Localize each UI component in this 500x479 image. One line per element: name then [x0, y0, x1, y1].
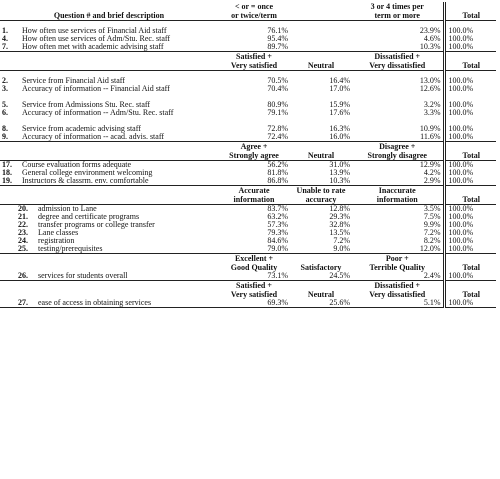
value-total: 100.0%: [448, 85, 474, 93]
value-accurate: 79.3%: [267, 229, 288, 237]
value-agree: 81.8%: [267, 169, 288, 177]
question-label: Service from Admissions Stu. Rec. staff: [22, 101, 151, 109]
col-header-disagree-2: Strongly disagree: [352, 151, 444, 161]
table-row: [0, 161, 496, 170]
table-row: [0, 237, 496, 245]
col-header-total: Total: [462, 263, 480, 272]
value-dissatisfied: 11.6%: [352, 133, 444, 142]
col-header-low-1: < or = once: [234, 2, 274, 11]
agreement-header-row-2: [0, 151, 496, 161]
value-disagree: 2.9%: [352, 177, 444, 186]
value-dissatisfied: 13.0%: [352, 77, 444, 85]
question-label: Service from Financial Aid staff: [22, 77, 125, 85]
col-header-unable-2: accuracy: [290, 195, 352, 205]
agreement-header-row: [0, 142, 496, 152]
value-poor: 2.4%: [352, 272, 444, 281]
value-dissatisfied: 5.1%: [352, 299, 444, 308]
question-number: 21.: [18, 213, 28, 221]
value-agree: 86.8%: [267, 177, 288, 185]
col-header-disagree-1: Disagree +: [352, 142, 444, 152]
col-header-accurate-2: information: [218, 195, 290, 205]
value-inaccurate: 7.2%: [352, 229, 444, 237]
question-label: Accuracy of information -- acad. advis. staff: [22, 133, 165, 141]
table-row: [0, 101, 496, 109]
question-number: 3.: [2, 85, 8, 93]
question-number: 9.: [2, 133, 8, 141]
table-row: [0, 221, 496, 229]
value-dissatisfied: 12.6%: [352, 85, 444, 93]
value-unable: 9.0%: [333, 245, 350, 253]
value-unable: 12.8%: [329, 204, 350, 213]
value-excellent: 73.1%: [218, 272, 290, 281]
question-number: 19.: [2, 177, 12, 185]
question-label: registration: [38, 237, 75, 245]
col-header-inaccurate-2: information: [352, 195, 444, 205]
question-number: 23.: [18, 229, 28, 237]
value-unable: 32.8%: [329, 221, 350, 229]
col-header-dissatisfied-2: Very dissatisfied: [352, 61, 444, 71]
value-accurate: 84.6%: [267, 237, 288, 245]
col-header-total: Total: [444, 61, 496, 71]
value-inaccurate: 9.9%: [352, 221, 444, 229]
value-satisfied: 69.3%: [218, 299, 290, 308]
question-label: Lane classes: [38, 229, 79, 237]
question-number: 5.: [2, 101, 8, 109]
question-number: 6.: [2, 109, 8, 117]
value-inaccurate: 7.5%: [352, 213, 444, 221]
col-header-question: Question # and brief description: [0, 11, 218, 21]
question-number: 17.: [2, 160, 12, 169]
col-header-dissatisfied-2: Very dissatisfied: [352, 290, 444, 299]
question-label: testing/prerequisites: [38, 245, 103, 253]
value-total: 100.0%: [448, 169, 474, 177]
col-header-agree-2: Strongly agree: [218, 151, 290, 161]
question-label: Service from academic advising staff: [22, 125, 141, 133]
col-header-poor-1: Poor +: [352, 254, 444, 264]
question-number: 18.: [2, 169, 12, 177]
value-agree: 56.2%: [267, 160, 288, 169]
value-satisfied: 70.5%: [267, 77, 288, 85]
value-total: 100.0%: [444, 272, 496, 281]
value-neutral: 16.0%: [329, 133, 350, 141]
value-satisfied: 72.8%: [267, 125, 288, 133]
value-total: 100.0%: [448, 245, 474, 253]
question-label: ease of access in obtaining services: [38, 299, 152, 307]
col-header-total: Total: [462, 290, 480, 299]
value-accurate: 79.0%: [267, 245, 288, 253]
value-accurate: 83.7%: [267, 204, 288, 213]
value-inaccurate: 3.5%: [352, 205, 444, 214]
value-total: 100.0%: [448, 77, 474, 85]
col-header-high-1: 3 or 4 times per: [352, 2, 444, 11]
question-number: 1.: [2, 27, 8, 35]
col-header-satisfied-2: Very satisfied: [230, 290, 278, 299]
col-header-satisfactory: Satisfactory: [300, 263, 342, 272]
col-header-unable-1: Unable to rate: [290, 186, 352, 196]
value-total: 100.0%: [448, 133, 474, 141]
value-low: 89.7%: [267, 43, 288, 51]
question-label: services for students overall: [38, 272, 128, 280]
question-label: General college environment welcoming: [22, 169, 153, 177]
value-dissatisfied: 3.3%: [352, 109, 444, 117]
value-accurate: 63.2%: [267, 213, 288, 221]
value-total: 100.0%: [448, 109, 474, 117]
value-neutral: 16.3%: [329, 125, 350, 133]
question-label: Instructors & classrm. env. comfortable: [22, 177, 149, 185]
question-number: 22.: [18, 221, 28, 229]
question-label: Accuracy of information -- Financial Aid staff: [22, 85, 170, 93]
table-row: [0, 299, 496, 308]
value-total: 100.0%: [444, 299, 496, 308]
col-header-high-2: term or more: [352, 11, 444, 21]
value-neutral: 10.3%: [329, 177, 350, 185]
col-header-satisfied-1: Satisfied +: [218, 281, 290, 291]
value-satisfied: 80.9%: [267, 101, 288, 109]
col-header-neutral: Neutral: [290, 151, 352, 161]
value-total: 100.0%: [448, 35, 474, 43]
question-number: 27.: [18, 299, 28, 307]
value-satisfied: 70.4%: [267, 85, 288, 93]
col-header-dissatisfied-1: Dissatisfied +: [352, 281, 444, 291]
col-header-satisfied-2: Very satisfied: [218, 61, 290, 71]
value-total: 100.0%: [448, 229, 474, 237]
table-row: [0, 77, 496, 85]
value-unable: 29.3%: [329, 213, 350, 221]
table-row: [0, 35, 496, 43]
col-header-satisfied-1: Satisfied +: [218, 52, 290, 62]
value-total: 100.0%: [448, 237, 474, 245]
table-row: [0, 245, 496, 254]
question-number: 8.: [2, 125, 8, 133]
value-neutral: 16.4%: [329, 77, 350, 85]
table-row: [0, 205, 496, 214]
question-number: 2.: [2, 77, 8, 85]
table-row: [0, 272, 496, 281]
col-header-poor-2: Terrible Quality: [352, 263, 444, 272]
value-total: 100.0%: [448, 204, 474, 213]
value-total: 100.0%: [448, 101, 474, 109]
table-row: [0, 109, 496, 117]
value-neutral: 17.0%: [329, 85, 350, 93]
question-label: transfer programs or college transfer: [38, 221, 155, 229]
table-row: [0, 229, 496, 237]
col-header-total: Total: [444, 11, 496, 21]
table-row: [0, 43, 496, 52]
value-low: 95.4%: [267, 35, 288, 43]
value-neutral: 25.6%: [290, 299, 352, 308]
value-inaccurate: 8.2%: [352, 237, 444, 245]
col-header-total: Total: [444, 151, 496, 161]
table-row: [0, 125, 496, 133]
col-header-excellent-1: Excellent +: [218, 254, 290, 264]
value-total: 100.0%: [448, 43, 474, 51]
value-total: 100.0%: [448, 125, 474, 133]
question-number: 4.: [2, 35, 8, 43]
question-label: Course evaluation forms adequate: [22, 160, 132, 169]
value-dissatisfied: 3.2%: [352, 101, 444, 109]
col-header-inaccurate-1: Inaccurate: [352, 186, 444, 196]
table-row: [0, 27, 496, 35]
value-total: 100.0%: [448, 221, 474, 229]
value-satisfied: 79.1%: [267, 109, 288, 117]
value-neutral: 15.9%: [329, 101, 350, 109]
question-label: admission to Lane: [38, 204, 97, 213]
table-row: [0, 177, 496, 186]
satisfaction-header-row: [0, 52, 496, 62]
question-label: How often use services of Adm/Stu. Rec. staff: [22, 35, 171, 43]
quality-header-row: [0, 254, 496, 264]
question-number: 26.: [18, 272, 28, 280]
value-satisfied: 72.4%: [267, 133, 288, 141]
value-dissatisfied: 10.9%: [352, 125, 444, 133]
value-unable: 7.2%: [333, 237, 350, 245]
table-row: [0, 169, 496, 177]
question-number: 7.: [2, 43, 8, 51]
satisfaction-header-row-2: [0, 61, 496, 71]
value-total: 100.0%: [448, 177, 474, 185]
col-header-total: Total: [444, 195, 496, 205]
value-neutral: 31.0%: [329, 160, 350, 169]
question-number: 24.: [18, 237, 28, 245]
value-accurate: 57.3%: [267, 221, 288, 229]
value-unable: 13.5%: [329, 229, 350, 237]
value-neutral: 13.9%: [329, 169, 350, 177]
col-header-accurate-1: Accurate: [218, 186, 290, 196]
value-high: 4.6%: [352, 35, 444, 43]
value-high: 23.9%: [352, 27, 444, 35]
question-label: How often use services of Financial Aid staff: [22, 27, 167, 35]
question-number: 20.: [18, 204, 28, 213]
question-label: degree and certificate programs: [38, 213, 140, 221]
value-low: 76.1%: [267, 27, 288, 35]
col-header-neutral: Neutral: [290, 61, 352, 71]
quality-header-row-2: [0, 263, 496, 272]
question-number: 25.: [18, 245, 28, 253]
frequency-header-row: [0, 2, 496, 11]
col-header-excellent-2: Good Quality: [230, 263, 278, 272]
table-row: [0, 213, 496, 221]
col-header-dissatisfied-1: Dissatisfied +: [352, 52, 444, 62]
value-total: 100.0%: [448, 27, 474, 35]
accuracy-header-row: [0, 186, 496, 196]
question-label: Accuracy of information -- Adm/Stu. Rec. staff: [22, 109, 174, 117]
col-header-low-2: or twice/term: [218, 11, 290, 21]
accuracy-header-row-2: [0, 195, 496, 205]
value-disagree: 4.2%: [352, 169, 444, 177]
value-neutral: 17.6%: [329, 109, 350, 117]
access-header-row-2: [0, 290, 496, 299]
col-header-neutral: Neutral: [307, 290, 335, 299]
table-row: [0, 85, 496, 93]
value-high: 10.3%: [352, 43, 444, 52]
survey-results-table: [0, 2, 496, 308]
col-header-agree-1: Agree +: [218, 142, 290, 152]
table-row: [0, 133, 496, 142]
value-satisfactory: 24.5%: [290, 272, 352, 281]
access-header-row: [0, 281, 496, 291]
frequency-header-row-2: [0, 11, 496, 21]
question-label: How often met with academic advising staff: [22, 43, 164, 51]
value-total: 100.0%: [448, 160, 474, 169]
value-inaccurate: 12.0%: [352, 245, 444, 254]
value-total: 100.0%: [448, 213, 474, 221]
value-disagree: 12.9%: [352, 161, 444, 170]
